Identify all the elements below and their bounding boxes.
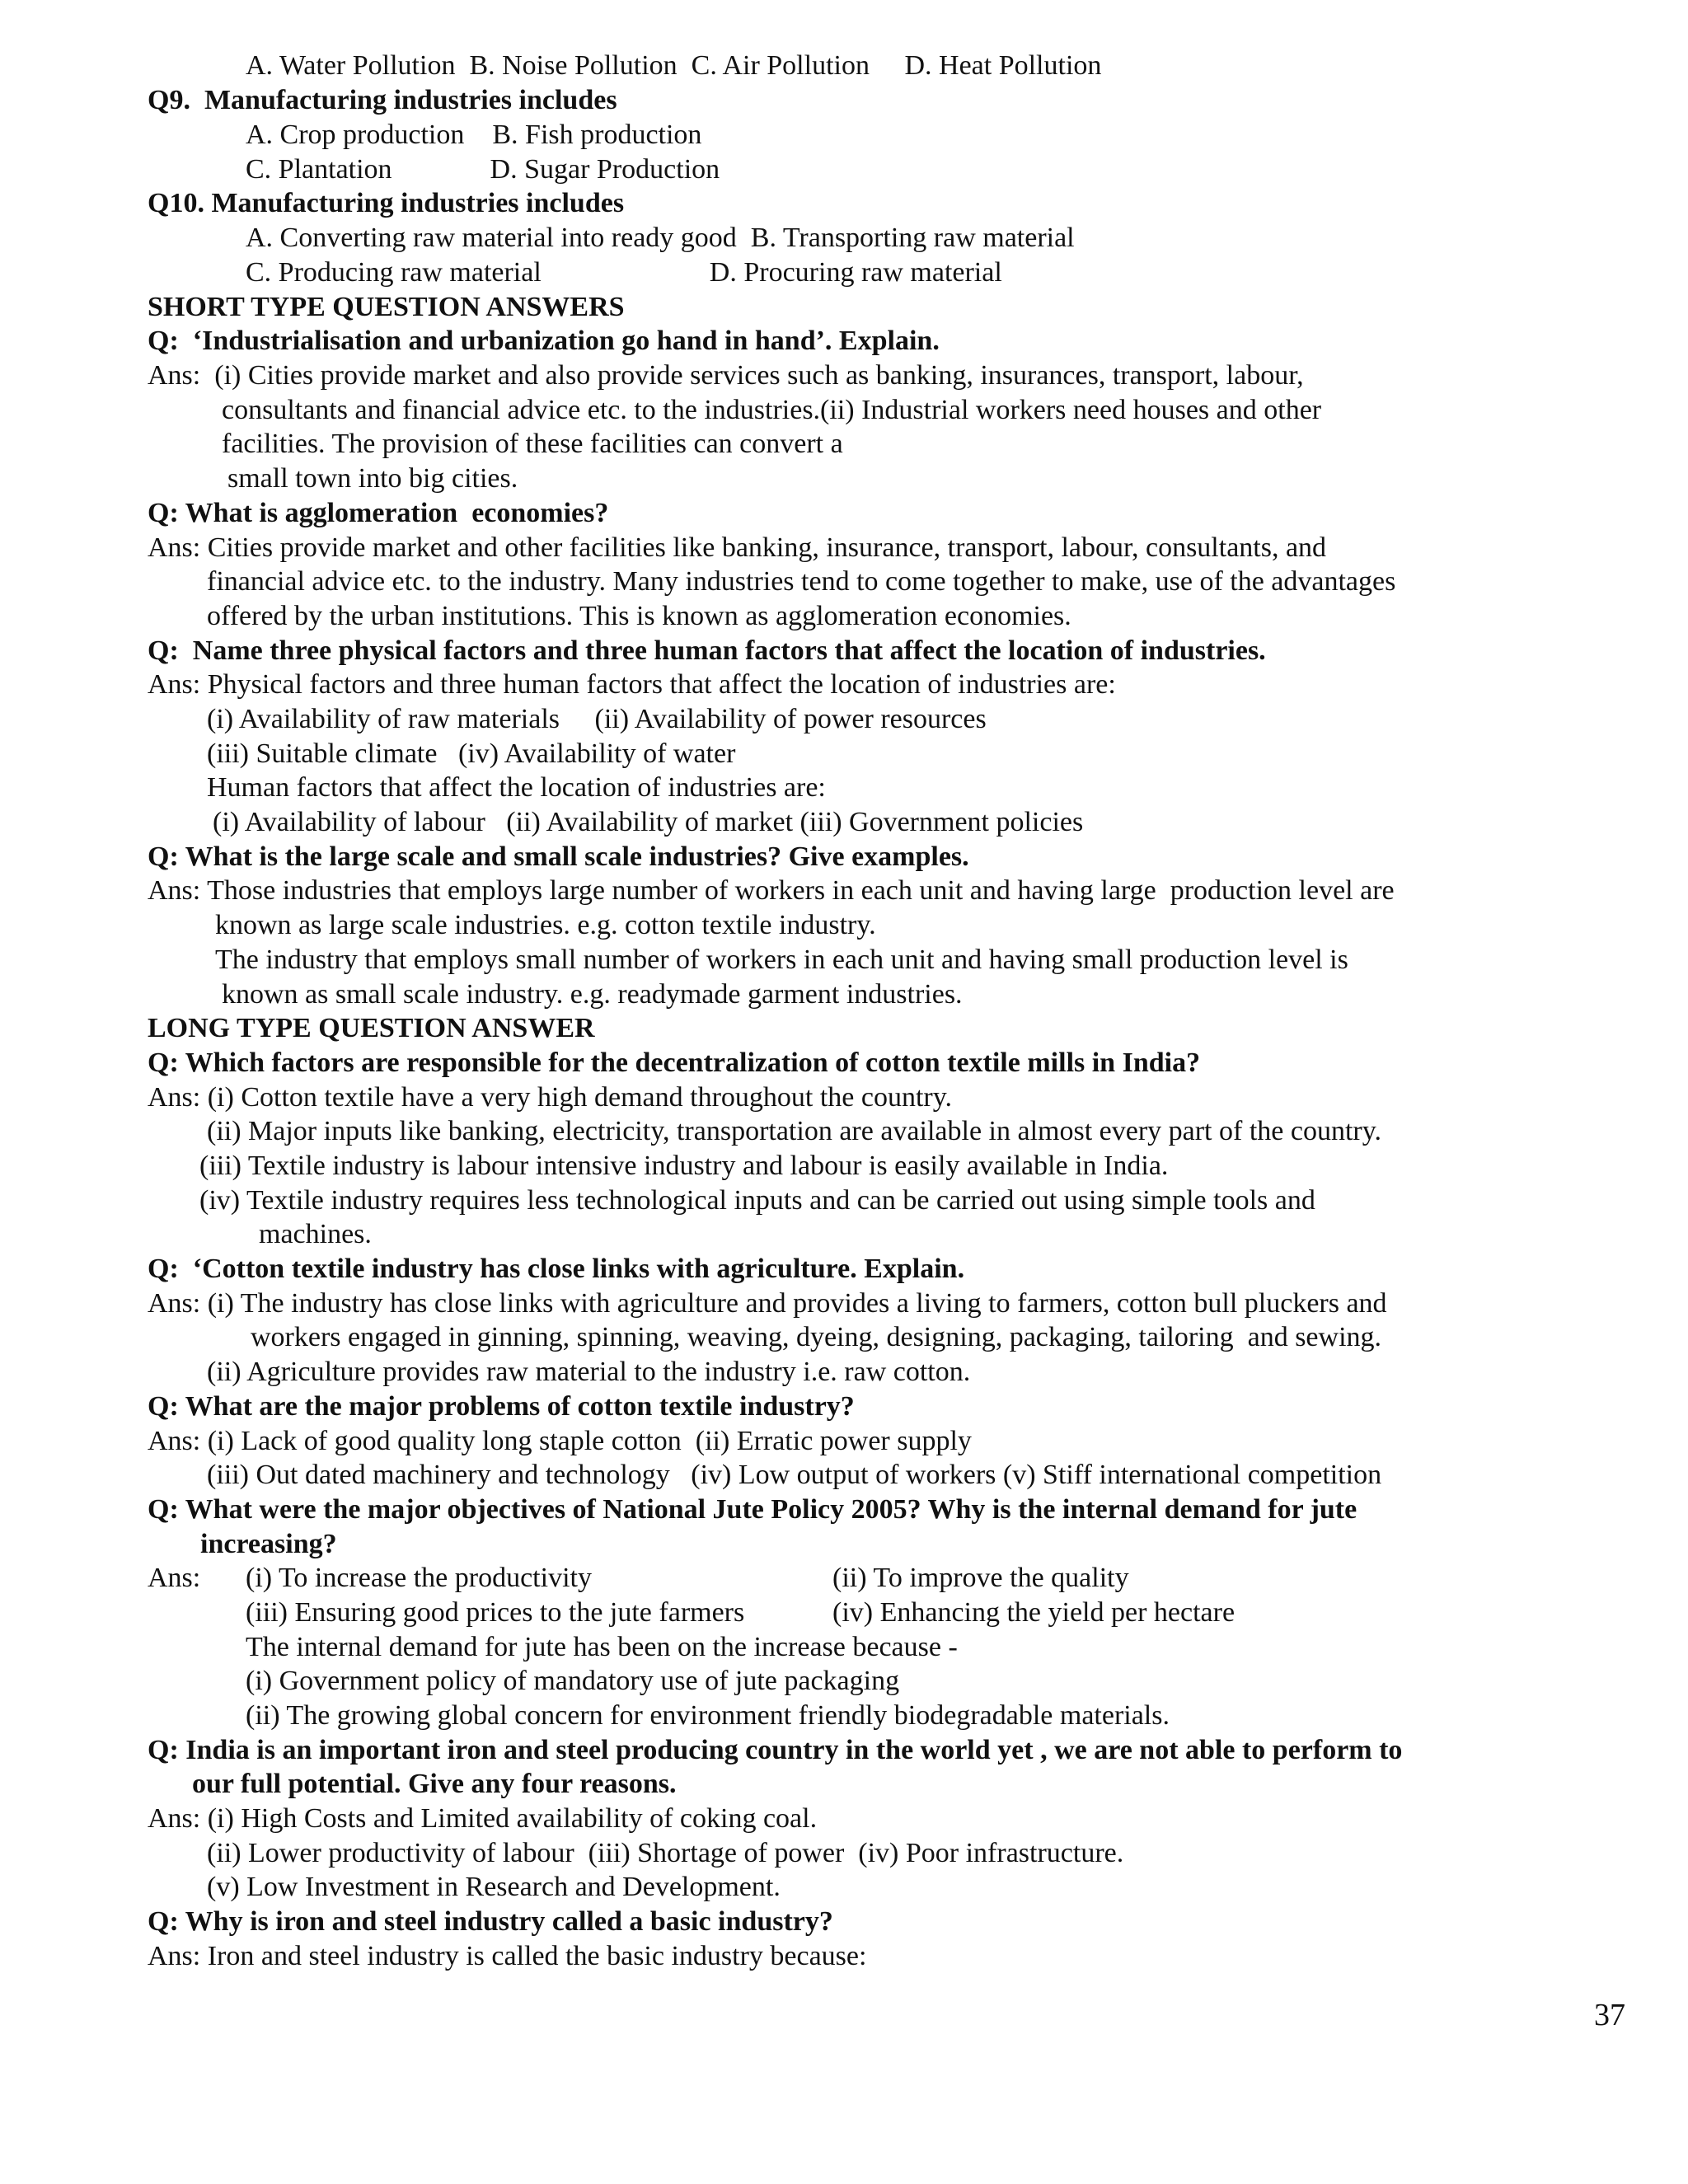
answer-line: workers engaged in ginning, spinning, weaving, dyeing, designing, packaging, tailoring and sewing. (251, 1322, 1382, 1352)
answer-line: (iii) Textile industry is labour intensive industry and labour is easily available in India. (199, 1151, 1169, 1181)
answer-item: (i) To increase the productivity (246, 1563, 592, 1593)
question-iron-steel-potential: Q: India is an important iron and steel producing country in the world yet , we are not able to perform to (148, 1735, 1403, 1765)
section-heading-long: LONG TYPE QUESTION ANSWER (148, 1013, 595, 1043)
answer-line: machines. (259, 1219, 372, 1249)
answer-line: (i) Availability of raw materials (ii) Availability of power resources (207, 704, 987, 734)
answer-line: Ans: (i) High Costs and Limited availability of coking coal. (148, 1803, 818, 1834)
question-basic-industry: Q: Why is iron and steel industry called a basic industry? (148, 1906, 833, 1937)
q9-question: Q9. Manufacturing industries includes (148, 85, 617, 115)
answer-line: known as small scale industry. e.g. readymade garment industries. (222, 979, 963, 1010)
answer-item: (iii) Ensuring good prices to the jute farmers (246, 1597, 745, 1628)
question-decentralization: Q: Which factors are responsible for the decentralization of cotton textile mills in India? (148, 1047, 1201, 1078)
answer-line: (i) Government policy of mandatory use of jute packaging (246, 1666, 900, 1696)
answer-line: Ans: (i) Cotton textile have a very high demand throughout the country. (148, 1082, 953, 1113)
answer-item: (iv) Enhancing the yield per hectare (832, 1597, 1236, 1628)
section-heading-short: SHORT TYPE QUESTION ANSWERS (148, 292, 625, 322)
question-jute-policy: Q: What were the major objectives of National Jute Policy 2005? Why is the internal demand for jute (148, 1494, 1357, 1525)
answer-item: (ii) To improve the quality (832, 1563, 1129, 1593)
answer-label: Ans: (148, 1563, 201, 1593)
question-location-factors: Q: Name three physical factors and three human factors that affect the location of industries. (148, 635, 1266, 666)
q10-options-row-2: C. Producing raw material D. Procuring raw material (246, 257, 1002, 288)
answer-line: (i) Availability of labour (ii) Availability of market (iii) Government policies (213, 807, 1084, 837)
answer-line: offered by the urban institutions. This is known as agglomeration economies. (207, 601, 1071, 631)
answer-line: known as large scale industries. e.g. cotton textile industry. (215, 910, 876, 940)
answer-line: (ii) Lower productivity of labour (iii) Shortage of power (iv) Poor infrastructure. (207, 1838, 1124, 1868)
answer-line: The internal demand for jute has been on the increase because - (246, 1632, 958, 1662)
question-jute-policy-cont: increasing? (200, 1529, 337, 1559)
question-agglomeration: Q: What is agglomeration economies? (148, 498, 609, 528)
question-industrialisation: Q: ‘Industrialisation and urbanization go hand in hand’. Explain. (148, 326, 940, 356)
q9-options-row-2: C. Plantation D. Sugar Production (246, 154, 720, 185)
question-iron-steel-potential-cont: our full potential. Give any four reasons. (192, 1769, 677, 1799)
answer-line: consultants and financial advice etc. to the industries.(ii) Industrial workers need houses and other (222, 395, 1322, 425)
page-number: 37 (1594, 1998, 1625, 2032)
answer-line: small town into big cities. (227, 463, 518, 494)
answer-line: Human factors that affect the location of industries are: (207, 772, 826, 803)
q10-options-row-1: A. Converting raw material into ready good B. Transporting raw material (246, 223, 1075, 253)
q10-question: Q10. Manufacturing industries includes (148, 188, 625, 218)
answer-line: (iii) Suitable climate (iv) Availability of water (207, 738, 736, 769)
answer-line: (ii) Major inputs like banking, electricity, transportation are available in almost every part of the country. (207, 1116, 1382, 1146)
answer-line: Ans: (i) The industry has close links with agriculture and provides a living to farmers, cotton bull pluckers and (148, 1288, 1387, 1319)
answer-line: Ans: Physical factors and three human factors that affect the location of industries are: (148, 669, 1116, 700)
question-cotton-agriculture: Q: ‘Cotton textile industry has close links with agriculture. Explain. (148, 1254, 965, 1284)
answer-line: facilities. The provision of these facilities can convert a (222, 429, 843, 459)
q9-options-row-1: A. Crop production B. Fish production (246, 120, 702, 150)
answer-line: (iii) Out dated machinery and technology (iv) Low output of workers (v) Stiff international competition (207, 1460, 1382, 1490)
question-scale-industries: Q: What is the large scale and small scale industries? Give examples. (148, 841, 969, 872)
answer-line: Ans: Iron and steel industry is called the basic industry because: (148, 1941, 867, 1971)
answer-line: The industry that employs small number of workers in each unit and having small production level is (215, 944, 1348, 975)
answer-line: Ans: Those industries that employs large number of workers in each unit and having large production level are (148, 875, 1395, 906)
answer-line: (ii) Agriculture provides raw material to the industry i.e. raw cotton. (207, 1357, 971, 1387)
q8-options: A. Water Pollution B. Noise Pollution C. Air Pollution D. Heat Pollution (246, 50, 1102, 81)
answer-line: Ans: (i) Cities provide market and also provide services such as banking, insurances, transport, labour, (148, 360, 1304, 391)
answer-line: financial advice etc. to the industry. Many industries tend to come together to make, use of the advantages (207, 566, 1396, 597)
answer-line: (ii) The growing global concern for environment friendly biodegradable materials. (246, 1700, 1170, 1731)
answer-line: (v) Low Investment in Research and Development. (207, 1872, 781, 1902)
answer-line: Ans: (i) Lack of good quality long staple cotton (ii) Erratic power supply (148, 1426, 972, 1456)
question-cotton-problems: Q: What are the major problems of cotton textile industry? (148, 1391, 855, 1422)
answer-line: Ans: Cities provide market and other facilities like banking, insurance, transport, labour, consultants, and (148, 532, 1327, 563)
answer-line: (iv) Textile industry requires less technological inputs and can be carried out using simple tools and (199, 1185, 1315, 1216)
